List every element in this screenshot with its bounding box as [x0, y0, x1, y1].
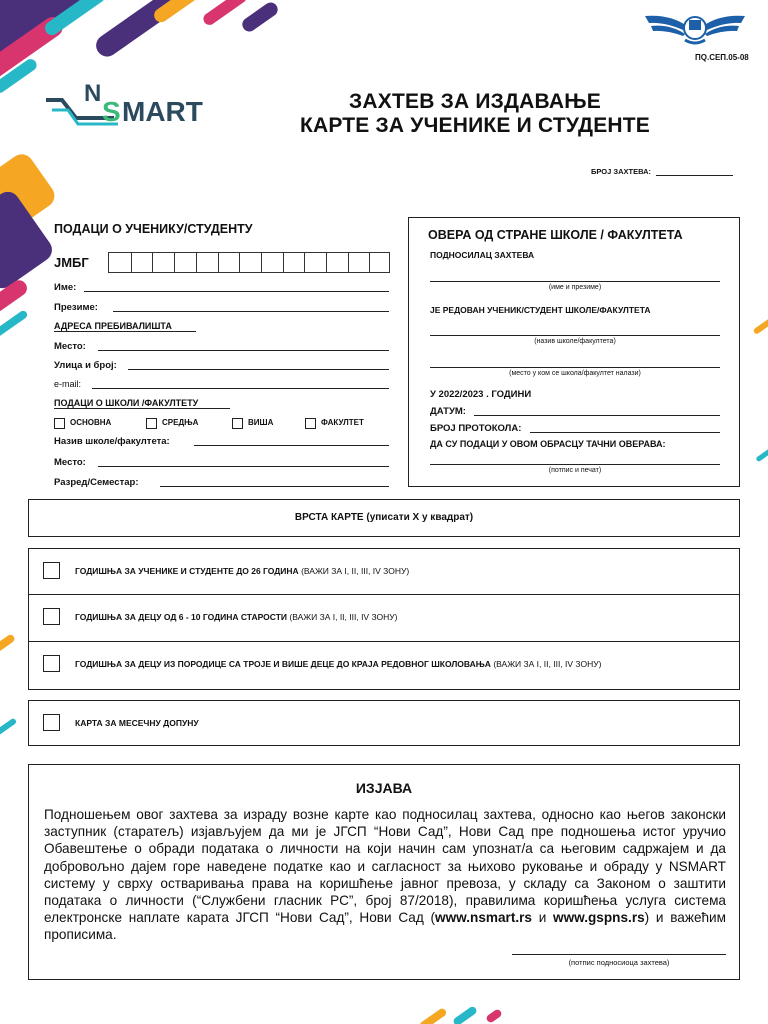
card-option-children-label: [75, 612, 397, 622]
school-type-higher-checkbox[interactable]: [232, 418, 243, 429]
school-place-hint: (место у ком се школа/факултет налази): [509, 370, 641, 377]
jmbg-digit-divider: [152, 253, 172, 272]
address-heading: АДРЕСА ПРЕБИВАЛИШТА: [54, 321, 196, 332]
applicant-label: ПОДНОСИЛАЦ ЗАХТЕВА: [430, 250, 535, 260]
jmbg-digit-divider: [131, 253, 151, 272]
statement-text-and: и: [531, 910, 554, 926]
grade-field[interactable]: [160, 486, 389, 487]
card-option-children-main: ГОДИШЊА ЗА ДЕЦУ ОД 6 - 10 ГОДИНА СТАРОСТИ: [75, 612, 287, 622]
jmbg-digit-divider: [283, 253, 303, 272]
statement-text-end: ) и важећим прописима.: [44, 910, 726, 943]
gsp-crest-icon: [645, 8, 745, 48]
jmbg-digit-divider: [369, 253, 389, 272]
school-place-verification-field[interactable]: [430, 367, 720, 368]
card-options-divider-1: [28, 594, 740, 595]
place-label: Место:: [54, 341, 86, 352]
school-type-secondary-checkbox[interactable]: [146, 418, 157, 429]
card-option-students-zone: (ВАЖИ ЗА I, II, III, IV ЗОНУ): [298, 566, 410, 576]
email-field[interactable]: [92, 388, 389, 389]
statement-text: [44, 806, 726, 944]
jmbg-label: ЈМБГ: [54, 255, 89, 270]
first-name-label: Име:: [54, 282, 77, 293]
grade-label: Разред/Семестар:: [54, 477, 139, 488]
street-field[interactable]: [128, 369, 389, 370]
card-option-children-checkbox[interactable]: [43, 608, 60, 625]
jmbg-digit-divider: [304, 253, 324, 272]
school-name-field[interactable]: [194, 445, 389, 446]
card-option-students-label: [75, 566, 409, 576]
monthly-card-label: КАРТА ЗА МЕСЕЧНУ ДОПУНУ: [75, 718, 199, 728]
student-section-heading: ПОДАЦИ О УЧЕНИКУ/СТУДЕНТУ: [54, 222, 253, 236]
statement-heading: ИЗЈАВА: [355, 780, 413, 796]
signature-stamp-field[interactable]: [430, 464, 720, 465]
school-place-field[interactable]: [98, 466, 389, 467]
confirm-label: ДА СУ ПОДАЦИ У ОВОМ ОБРАСЦУ ТАЧНИ ОВЕРАВА:: [430, 439, 666, 449]
school-type-university-label: ФАКУЛТЕТ: [321, 418, 364, 427]
protocol-label: БРОЈ ПРОТОКОЛА:: [430, 423, 522, 434]
regular-student-label: ЈЕ РЕДОВАН УЧЕНИК/СТУДЕНТ ШКОЛЕ/ФАКУЛТЕТА: [430, 305, 651, 315]
school-type-row: [54, 417, 394, 431]
card-option-students-main: ГОДИШЊА ЗА УЧЕНИКЕ И СТУДЕНТЕ ДО 26 ГОДИНА: [75, 566, 299, 576]
applicant-signature-hint: (потпис подносиоца захтева): [568, 958, 670, 967]
jmbg-digit-divider: [239, 253, 259, 272]
jmbg-digit-divider: [348, 253, 368, 272]
nsmart-website-link[interactable]: www.nsmart.rs: [435, 910, 532, 926]
street-label: Улица и број:: [54, 360, 117, 371]
form-code: ПQ.СЕП.05-08: [695, 53, 749, 62]
gspns-website-link[interactable]: www.gspns.rs: [553, 910, 645, 926]
card-option-large-family-label: [75, 659, 601, 669]
request-number-label: БРОЈ ЗАХТЕВА:: [591, 167, 652, 176]
school-type-basic-checkbox[interactable]: [54, 418, 65, 429]
school-type-secondary-label: СРЕДЊА: [162, 418, 199, 427]
statement-text-main: Подношењем овог захтева за израду возне карте као подносилац захтева, односно као његов законски заступник (старатељ) изјављујем да ми је ЈГСП “Нови Сад”, Нови Сад пре подношења истог уручио Обавештење о обради података о личности на који начин сам упознат/а са његовим садржајем и да добровољно дајем горе наведене податке као и сагласност за њихово руковање и обраду у NSMART систему у сврху остваривања права на коришћење јавног превоза, у складу са Законом о заштити података о личности (“Службени гласник РС”, број 87/2018), правилима коришћења услуга система електронске наплате карата ЈГСП “Нови Сад”, Нови Сад (: [44, 807, 726, 926]
verification-heading: ОВЕРА ОД СТРАНЕ ШКОЛЕ / ФАКУЛТЕТА: [428, 228, 683, 242]
card-option-students-checkbox[interactable]: [43, 562, 60, 579]
school-year-label: У 2022/2023 . ГОДИНИ: [430, 389, 532, 400]
logo-n: N: [84, 80, 102, 107]
email-label: e-mail:: [54, 379, 82, 389]
monthly-card-checkbox[interactable]: [43, 714, 60, 731]
nsmart-logo: [44, 82, 224, 132]
card-option-large-family-main: ГОДИШЊА ЗА ДЕЦУ ИЗ ПОРОДИЦЕ СА ТРОЈЕ И ВИШЕ ДЕЦЕ ДО КРАЈА РЕДОВНОГ ШКОЛОВАЊА: [75, 659, 491, 669]
school-name-label: Назив школе/факултета:: [54, 436, 170, 447]
jmbg-digit-divider: [196, 253, 216, 272]
card-options-divider-2: [28, 641, 740, 642]
card-type-heading: ВРСТА КАРТЕ (уписати Х у квадрат): [294, 512, 474, 523]
last-name-field[interactable]: [113, 311, 389, 312]
jmbg-digit-divider: [218, 253, 238, 272]
school-type-higher-label: ВИША: [248, 418, 274, 427]
school-place-label: Место:: [54, 457, 86, 468]
date-label: ДАТУМ:: [430, 406, 466, 417]
jmbg-digit-divider: [326, 253, 346, 272]
logo-mart: MART: [122, 96, 203, 127]
applicant-signature-field[interactable]: [512, 954, 726, 955]
school-heading: ПОДАЦИ О ШКОЛИ /ФАКУЛТЕТУ: [54, 398, 230, 409]
school-name-hint: (назив школе/факултета): [534, 338, 616, 345]
request-number-field[interactable]: [656, 175, 733, 176]
signature-stamp-hint: (потпис и печат): [548, 467, 602, 474]
last-name-label: Презиме:: [54, 302, 98, 313]
logo-s: S: [102, 96, 121, 127]
school-type-university-checkbox[interactable]: [305, 418, 316, 429]
page-title-line1: ЗАХТЕВ ЗА ИЗДАВАЊЕ: [349, 90, 601, 113]
applicant-name-hint: (име и презиме): [548, 284, 602, 291]
school-type-basic-label: ОСНОВНА: [70, 418, 112, 427]
page-title-line2: КАРТЕ ЗА УЧЕНИКЕ И СТУДЕНТЕ: [299, 114, 651, 137]
protocol-field[interactable]: [530, 432, 720, 433]
place-field[interactable]: [98, 350, 389, 351]
jmbg-digit-divider: [261, 253, 281, 272]
date-field[interactable]: [474, 415, 720, 416]
first-name-field[interactable]: [84, 291, 389, 292]
card-option-large-family-checkbox[interactable]: [43, 655, 60, 672]
jmbg-input[interactable]: [108, 252, 390, 273]
card-option-large-family-zone: (ВАЖИ ЗА I, II, III, IV ЗОНУ): [490, 659, 602, 669]
jmbg-digit-divider: [174, 253, 194, 272]
applicant-name-field[interactable]: [430, 281, 720, 282]
school-name-verification-field[interactable]: [430, 335, 720, 336]
card-option-children-zone: (ВАЖИ ЗА I, II, III, IV ЗОНУ): [287, 612, 398, 622]
